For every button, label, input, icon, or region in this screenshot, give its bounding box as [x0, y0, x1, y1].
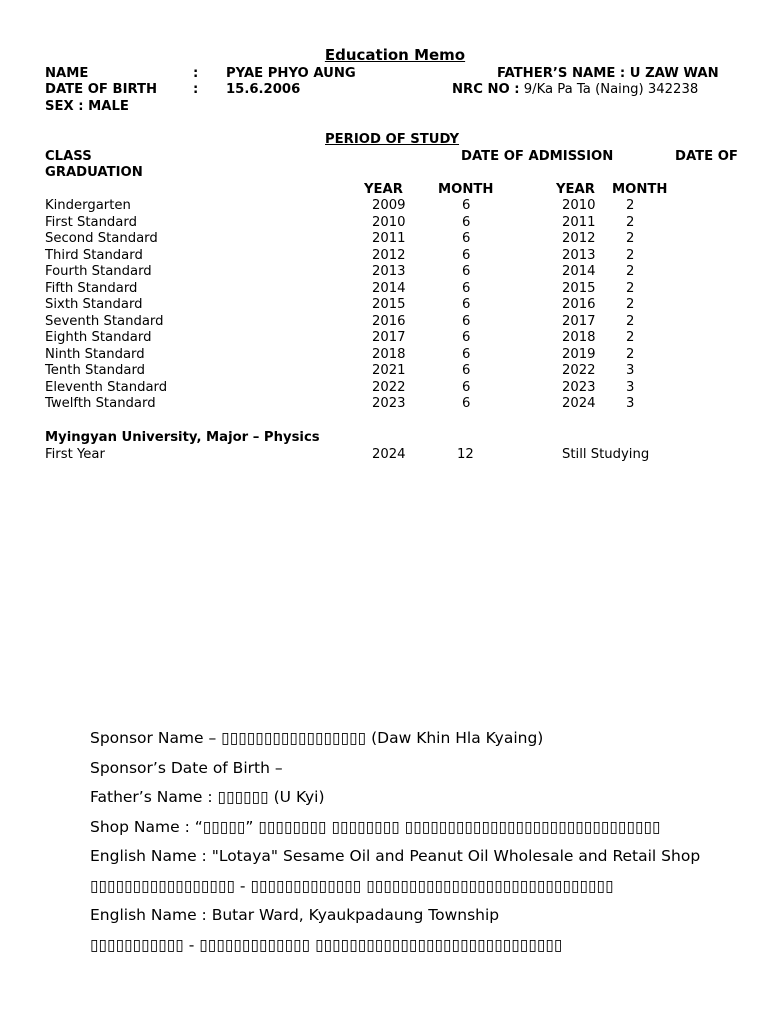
graduation-year: 2017: [562, 313, 596, 329]
graduation-month: 2: [626, 297, 635, 312]
sponsor-father-name-line: Father’s Name : ▯▯▯▯▯▯ (U Kyi): [90, 788, 325, 806]
class-name: First Standard: [45, 214, 137, 230]
university-admission-year: 2024: [372, 447, 406, 462]
admission-year: 2017: [372, 330, 406, 345]
class-name: Seventh Standard: [45, 313, 164, 329]
graduation-year: 2010: [562, 198, 596, 213]
university-year-label: First Year: [45, 447, 105, 462]
admission-month: 6: [462, 363, 471, 378]
class-name: Fifth Standard: [45, 280, 138, 296]
admission-year: 2016: [372, 313, 406, 329]
nrc-number: [452, 82, 698, 98]
class-header: CLASS: [45, 149, 92, 164]
admission-month: 6: [462, 379, 471, 395]
sex: SEX : MALE: [45, 99, 129, 114]
name-label: NAME: [45, 66, 89, 81]
admission-year: 2021: [372, 363, 406, 378]
period-of-study-heading: PERIOD OF STUDY: [325, 132, 460, 147]
admission-month: 6: [462, 313, 471, 329]
admission-year: 2015: [372, 297, 406, 312]
graduation-year: 2015: [562, 280, 596, 296]
nrc-value: 9/Ka Pa Ta (Naing) 342238: [519, 82, 699, 97]
class-name: Second Standard: [45, 231, 158, 246]
shop-name-line: Shop Name : “▯▯▯▯▯” ▯▯▯▯▯▯▯▯ ▯▯▯▯▯▯▯▯ ▯▯▯▯▯▯▯▯▯▯▯▯▯▯▯▯▯▯▯▯▯▯▯▯▯▯▯▯▯▯: [90, 817, 661, 836]
dob-colon: :: [193, 82, 199, 97]
graduation-month: 2: [626, 214, 635, 230]
admission-year: 2018: [372, 346, 406, 362]
admission-month: 6: [462, 297, 471, 312]
admission-month: 6: [462, 231, 471, 246]
graduation-year: 2018: [562, 330, 596, 345]
graduation-year: 2022: [562, 363, 596, 378]
admission-year: 2010: [372, 214, 406, 230]
admission-month-header: MONTH: [438, 182, 494, 197]
admission-year: 2022: [372, 379, 406, 395]
graduation-month: 2: [626, 313, 635, 329]
graduation-month: 2: [626, 280, 635, 296]
name-value: PYAE PHYO AUNG: [226, 66, 356, 81]
class-name: Kindergarten: [45, 198, 131, 213]
admission-year: 2013: [372, 264, 406, 279]
graduation-month: 3: [626, 396, 635, 411]
admission-month: 6: [462, 330, 471, 345]
graduation-month: 2: [626, 346, 635, 362]
graduation-month: 2: [626, 198, 635, 213]
class-name: Tenth Standard: [45, 363, 145, 378]
graduation-year: 2014: [562, 264, 596, 279]
sponsor-name-line: Sponsor Name – ▯▯▯▯▯▯▯▯▯▯▯▯▯▯▯▯▯ (Daw Khin Hla Kyaing): [90, 729, 544, 747]
admission-month: 6: [462, 346, 471, 362]
admission-year-header: YEAR: [364, 182, 403, 197]
graduation-month: 2: [626, 264, 635, 279]
graduation-month-header: MONTH: [612, 182, 668, 197]
graduation-year: 2019: [562, 346, 596, 362]
shop-address-line: ▯▯▯▯▯▯▯▯▯▯▯▯▯▯▯▯▯ - ▯▯▯▯▯▯▯▯▯▯▯▯▯ ▯▯▯▯▯▯▯▯▯▯▯▯▯▯▯▯▯▯▯▯▯▯▯▯▯▯▯▯▯: [90, 876, 614, 895]
graduation-month: 3: [626, 379, 635, 395]
class-name: Fourth Standard: [45, 264, 152, 279]
document-title: Education Memo: [324, 46, 466, 64]
graduation-header: DATE OF: [675, 149, 738, 164]
dob-value: 15.6.2006: [226, 82, 301, 97]
graduation-month: 2: [626, 247, 635, 263]
admission-year: 2023: [372, 396, 406, 411]
graduation-month: 2: [626, 330, 635, 345]
admission-header: DATE OF ADMISSION: [461, 149, 614, 164]
university-admission-month: 12: [457, 447, 474, 462]
admission-month: 6: [462, 396, 471, 411]
class-name: Twelfth Standard: [45, 396, 156, 411]
graduation-year: 2024: [562, 396, 596, 411]
university-status: Still Studying: [562, 447, 650, 462]
class-name: Eleventh Standard: [45, 379, 168, 395]
admission-month: 6: [462, 280, 471, 296]
address-local-line: ▯▯▯▯▯▯▯▯▯▯▯ - ▯▯▯▯▯▯▯▯▯▯▯▯▯ ▯▯▯▯▯▯▯▯▯▯▯▯▯▯▯▯▯▯▯▯▯▯▯▯▯▯▯▯▯: [90, 935, 563, 954]
graduation-month: 2: [626, 231, 635, 246]
father-name: FATHER’S NAME : U ZAW WAN: [497, 66, 719, 81]
graduation-year: 2013: [562, 247, 596, 263]
admission-month: 6: [462, 198, 471, 213]
name-colon: :: [193, 66, 199, 81]
admission-year: 2011: [372, 231, 406, 246]
nrc-label: NRC NO :: [452, 82, 520, 97]
shop-english-name-line: English Name : "Lotaya" Sesame Oil and Peanut Oil Wholesale and Retail Shop: [90, 847, 701, 865]
graduation-header-continued: GRADUATION: [45, 165, 143, 180]
admission-year: 2009: [372, 198, 406, 213]
admission-month: 6: [462, 214, 471, 230]
dob-label: DATE OF BIRTH: [45, 82, 158, 97]
sponsor-dob-line: Sponsor’s Date of Birth –: [90, 758, 283, 777]
class-name: Sixth Standard: [45, 297, 143, 312]
address-english-line: English Name : Butar Ward, Kyaukpadaung Township: [90, 906, 500, 924]
graduation-year-header: YEAR: [556, 182, 595, 197]
class-name: Eighth Standard: [45, 330, 152, 345]
admission-month: 6: [462, 247, 471, 263]
graduation-year: 2012: [562, 231, 596, 246]
graduation-year: 2016: [562, 297, 596, 312]
graduation-year: 2023: [562, 379, 596, 395]
admission-year: 2014: [372, 280, 406, 296]
admission-year: 2012: [372, 247, 406, 263]
graduation-month: 3: [626, 363, 635, 378]
admission-month: 6: [462, 264, 471, 279]
graduation-year: 2011: [562, 214, 596, 230]
class-name: Ninth Standard: [45, 346, 145, 362]
class-name: Third Standard: [45, 247, 143, 263]
university-heading: Myingyan University, Major – Physics: [45, 430, 320, 445]
